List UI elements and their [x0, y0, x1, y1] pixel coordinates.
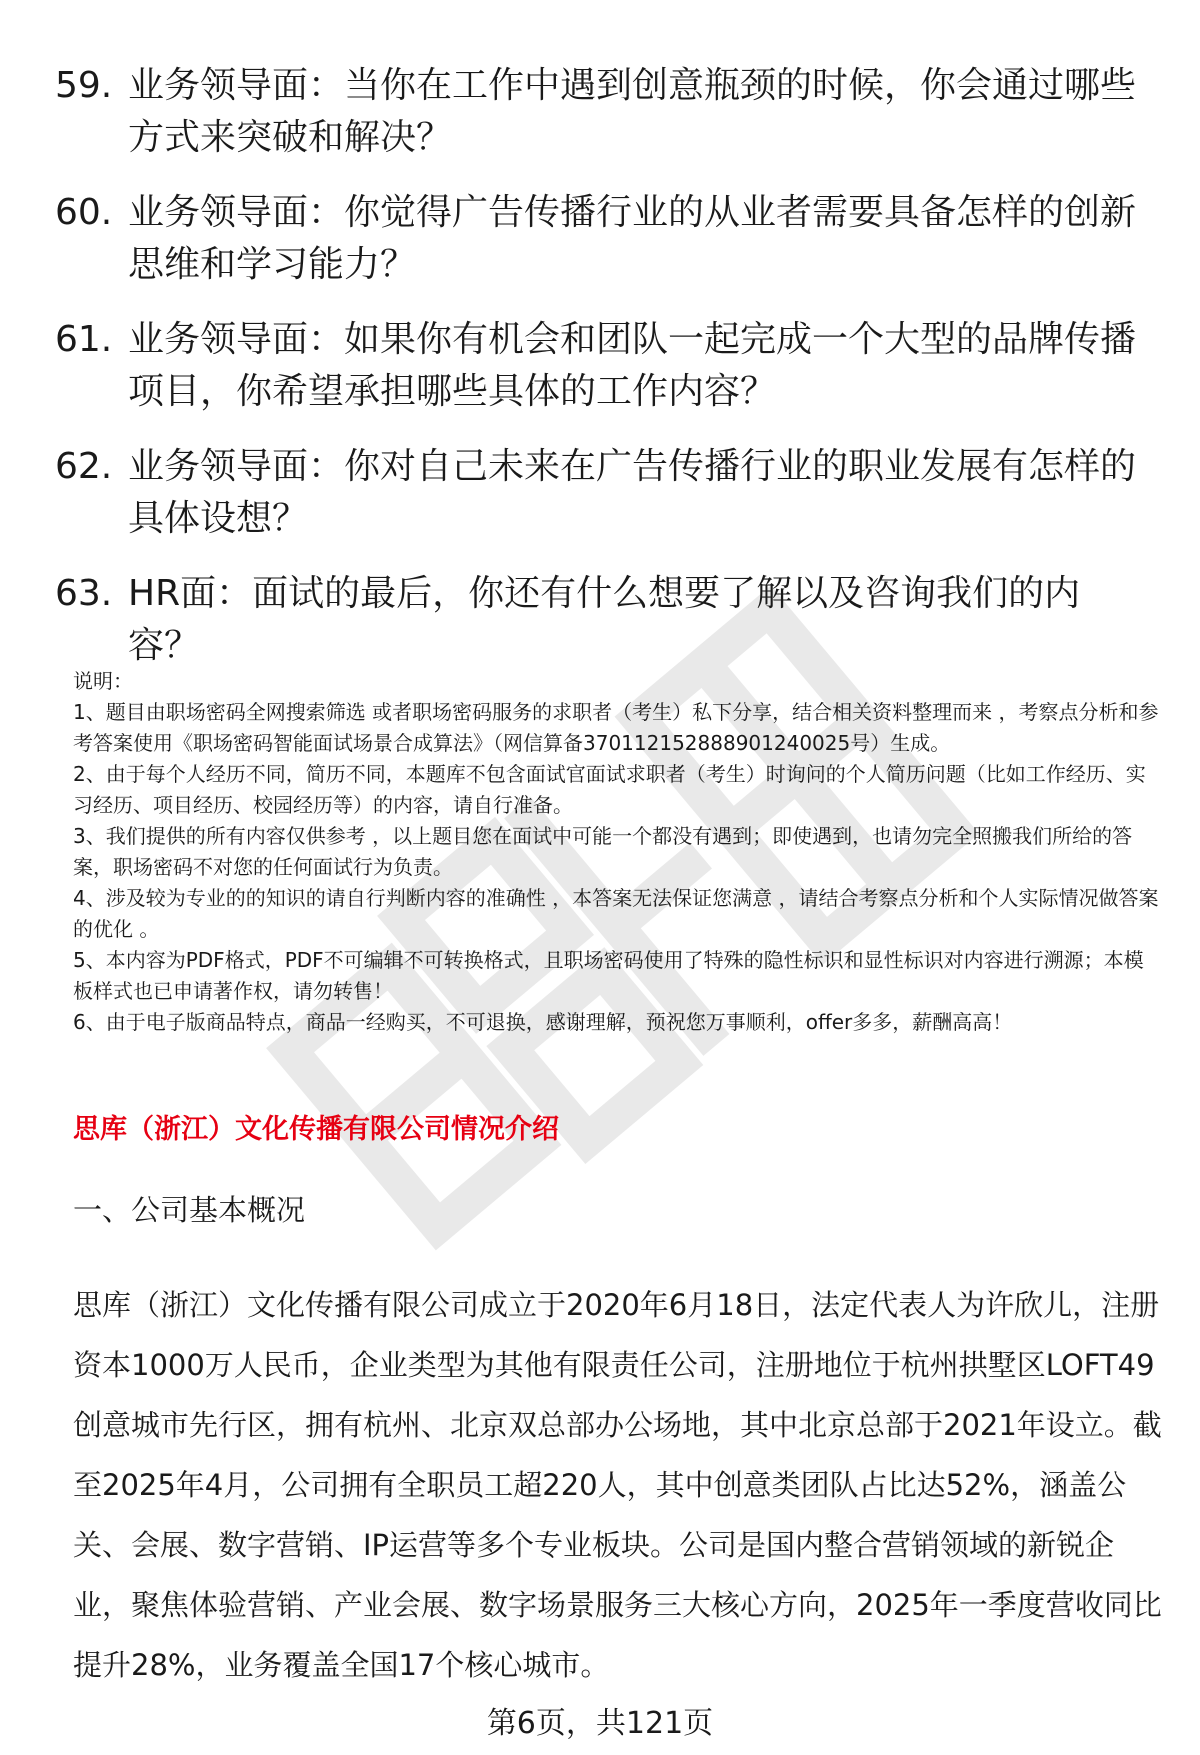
notes-section: [73, 666, 1163, 1038]
company-title: 思库（浙江）文化传播有限公司情况介绍: [73, 1114, 559, 1145]
question-text: 业务领导面：你觉得广告传播行业的从业者需要具备怎样的创新思维和学习能力？: [128, 192, 1137, 285]
question-text: 业务领导面：你对自己未来在广告传播行业的职业发展有怎样的具体设想？: [128, 446, 1137, 539]
question-item: [55, 568, 1145, 672]
note-item: 5、本内容为PDF格式，PDF不可编辑不可转换格式，且职场密码使用了特殊的隐性标识和显性标识对内容进行溯源；本模板样式也已申请著作权，请勿转售！: [73, 948, 1144, 1003]
question-number: 59.: [55, 65, 113, 106]
note-item: 1、题目由职场密码全网搜索筛选 或者职场密码服务的求职者（考生）私下分享，结合相关资料整理而来 ，考察点分析和参考答案使用《职场密码智能面试场景合成算法》（网信算备370112152888901240025号）生成。: [73, 700, 1159, 755]
question-item: [55, 441, 1145, 545]
note-item: 3、我们提供的所有内容仅供参考 ，以上题目您在面试中可能一个都没有遇到；即使遇到，也请勿完全照搬我们所给的答案，职场密码不对您的任何面试行为负责。: [73, 824, 1133, 879]
question-number: 61.: [55, 319, 113, 360]
question-text: HR面：面试的最后，你还有什么想要了解以及咨询我们的内容？: [128, 573, 1081, 666]
note-item: 4、涉及较为专业的的知识的请自行判断内容的准确性 ，本答案无法保证您满意 ，请结合考察点分析和个人实际情况做答案的优化 。: [73, 886, 1159, 941]
question-text: 业务领导面：当你在工作中遇到创意瓶颈的时候，你会通过哪些方式来突破和解决？: [128, 65, 1137, 158]
question-number: 60.: [55, 192, 113, 233]
question-number: 63.: [55, 573, 113, 614]
section-heading: 一、公司基本概况: [73, 1193, 306, 1227]
notes-heading: 说明：: [73, 669, 133, 693]
question-item: [55, 314, 1145, 418]
note-item: 2、由于每个人经历不同，简历不同，本题库不包含面试官面试求职者（考生）时询问的个人简历问题（比如工作经历、实习经历、项目经历、校园经历等）的内容，请自行准备。: [73, 762, 1146, 817]
question-number: 62.: [55, 446, 113, 487]
question-item: [55, 187, 1145, 291]
question-list: [55, 60, 1145, 695]
note-item: 6、由于电子版商品特点，商品一经购买，不可退换，感谢理解，预祝您万事顺利，offer多多，薪酬高高！: [73, 1010, 1013, 1034]
page-number: 第6页，共121页: [486, 1706, 714, 1741]
question-text: 业务领导面：如果你有机会和团队一起完成一个大型的品牌传播项目，你希望承担哪些具体的工作内容？: [128, 319, 1137, 412]
question-item: [55, 60, 1145, 164]
company-description: 思库（浙江）文化传播有限公司成立于2020年6月18日，法定代表人为许欣儿，注册资本1000万人民币，企业类型为其他有限责任公司，注册地位于杭州拱墅区LOFT49创意城市先行区，拥有杭州、北京双总部办公场地，其中北京总部于2021年设立。截至2025年4月，公司拥有全职员工超220人，其中创意类团队占比达52%，涵盖公关、会展、数字营销、IP运营等多个专业板块。公司是国内整合营销领域的新锐企业，聚焦体验营销、产业会展、数字场景服务三大核心方向，2025年一季度营收同比提升28%，业务覆盖全国17个核心城市。: [73, 1288, 1162, 1682]
